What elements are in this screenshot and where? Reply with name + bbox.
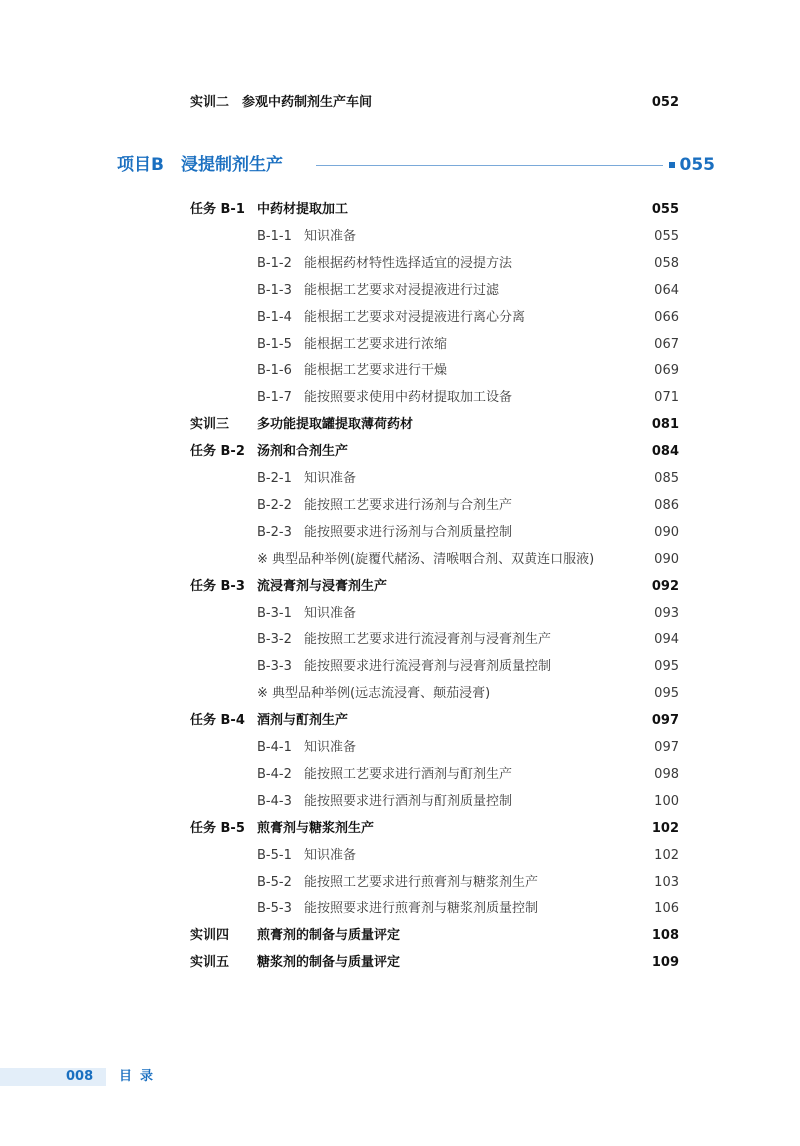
toc-entry-sub: [190, 603, 679, 625]
toc-entry-sub: [190, 387, 679, 409]
toc-entry-title: 流浸膏剂与浸膏剂生产: [257, 578, 388, 594]
toc-entry-sub: [190, 629, 679, 651]
toc-entry-title: 能根据工艺要求对浸提液进行离心分离: [304, 309, 526, 325]
toc-entry-page: 098: [654, 766, 679, 782]
toc-entry-title: ※ 典型品种举例(远志流浸膏、颠茄浸膏): [257, 686, 491, 702]
toc-entry-page: 102: [654, 847, 679, 863]
toc-entry-code: B-1-7: [257, 390, 292, 406]
toc-entry-sub: [190, 307, 679, 329]
toc-entry-title: 能根据工艺要求进行浓缩: [304, 336, 448, 352]
toc-entry-title: 能按照要求使用中药材提取加工设备: [304, 390, 513, 406]
toc-entry-page: 097: [654, 740, 679, 755]
toc-entry-title: 能按照要求进行汤剂与合剂质量控制: [304, 524, 513, 540]
toc-entry-sub: [190, 872, 679, 894]
toc-entry-top: [190, 92, 679, 114]
toc-entry-code: B-1-3: [257, 282, 292, 298]
toc-entry-sub: [190, 764, 679, 786]
toc-entry-code: B-2-3: [257, 524, 292, 540]
toc-entry-sub: [190, 253, 679, 275]
toc-entry-title: 能按照要求进行酒剂与酊剂质量控制: [304, 793, 513, 809]
toc-entry-main: [190, 925, 679, 947]
toc-entry-code: 任务 B-1: [190, 202, 245, 217]
toc-entry-page: 097: [651, 713, 679, 729]
toc-entry-title: 知识准备: [304, 847, 357, 863]
toc-entry-code: 任务 B-3: [190, 578, 245, 594]
toc-entry-page: 095: [654, 686, 679, 702]
toc-entry-title: ※ 典型品种举例(旋覆代赭汤、清喉咽合剂、双黄连口服液): [257, 551, 595, 567]
toc-entry-page: 085: [654, 471, 679, 486]
toc-entry-sub: [190, 495, 679, 517]
toc-entry-code: B-5-3: [257, 901, 292, 917]
toc-entry-page: 090: [654, 551, 679, 567]
toc-entry-main: [190, 414, 679, 436]
toc-entry-sub: [190, 334, 679, 356]
toc-entry-title: 能按照工艺要求进行流浸膏剂与浸膏剂生产: [304, 632, 552, 648]
toc-entry-title: 能按照工艺要求进行酒剂与酊剂生产: [304, 766, 513, 782]
toc-entry-page: 052: [651, 95, 679, 110]
toc-entry-sub: [190, 468, 679, 490]
toc-entry-label: 实训二 参观中药制剂生产车间: [190, 95, 373, 110]
toc-entry-sub: [190, 898, 679, 920]
toc-entry-title: 多功能提取罐提取薄荷药材: [257, 417, 414, 433]
footer-title: 目录: [119, 1069, 162, 1084]
toc-entry-title: 能按照工艺要求进行汤剂与合剂生产: [304, 497, 513, 513]
toc-entry-main: [190, 441, 679, 463]
toc-entry-page: 095: [654, 659, 679, 675]
toc-entry-page: 055: [654, 228, 679, 244]
toc-entry-page: 058: [654, 255, 679, 271]
toc-entry-main: [190, 576, 679, 598]
toc-entry-code: 实训四: [190, 928, 230, 944]
toc-entry-title: 中药材提取加工: [257, 202, 349, 217]
toc-entry-title: 煎膏剂的制备与质量评定: [257, 928, 401, 944]
toc-entry-code: B-5-2: [257, 874, 292, 890]
toc-entry-sub: [190, 360, 679, 382]
toc-entry-main: [190, 952, 679, 974]
toc-entry-page: 071: [654, 390, 679, 406]
toc-entry-code: 实训三: [190, 417, 230, 433]
footer-page-number: 008: [66, 1069, 94, 1084]
toc-entry-title: 知识准备: [304, 605, 357, 621]
toc-entry-title: 能按照工艺要求进行煎膏剂与糖浆剂生产: [304, 874, 539, 890]
toc-entry-page: 081: [651, 417, 679, 433]
toc-entry-code: B-3-1: [257, 605, 292, 621]
toc-entry-main: [190, 199, 679, 221]
toc-entry-title: 能根据工艺要求对浸提液进行过滤: [304, 282, 500, 298]
toc-entry-sub: [190, 549, 679, 571]
toc-entry-page: 067: [654, 336, 679, 352]
toc-entry-sub: [190, 656, 679, 678]
toc-entry-sub: [190, 683, 679, 705]
toc-entry-code: B-2-1: [257, 471, 292, 486]
toc-entry-sub: [190, 791, 679, 813]
toc-entry-page: 092: [651, 578, 679, 594]
toc-entry-page: 093: [654, 605, 679, 621]
toc-entry-main: [190, 818, 679, 840]
toc-entry-page: 090: [654, 524, 679, 540]
toc-entry-code: B-1-2: [257, 255, 292, 271]
toc-entry-page: 084: [651, 444, 679, 460]
toc-entry-page: 069: [654, 363, 679, 379]
section-page: 055: [679, 155, 715, 175]
toc-entry-page: 106: [654, 901, 679, 917]
toc-entry-title: 知识准备: [304, 471, 357, 486]
toc-entry-code: B-1-1: [257, 228, 292, 244]
toc-entry-code: B-3-2: [257, 632, 292, 648]
toc-entry-page: 064: [654, 282, 679, 298]
section-header: [117, 150, 715, 180]
toc-entry-title: 能按照要求进行流浸膏剂与浸膏剂质量控制: [304, 659, 552, 675]
toc-entry-sub: [190, 280, 679, 302]
toc-entry-code: B-1-6: [257, 363, 292, 379]
section-rule: [316, 165, 663, 166]
toc-entry-code: 任务 B-5: [190, 820, 245, 836]
toc-entry-code: 任务 B-4: [190, 713, 245, 729]
toc-entry-title: 知识准备: [304, 228, 357, 244]
toc-entry-title: 汤剂和合剂生产: [257, 444, 349, 460]
toc-entry-title: 能按照要求进行煎膏剂与糖浆剂质量控制: [304, 901, 539, 917]
toc-entry-code: B-1-5: [257, 336, 292, 352]
toc-entry-code: B-4-2: [257, 766, 292, 782]
toc-entry-title: 能根据药材特性选择适宜的浸提方法: [304, 255, 513, 271]
toc-entry-page: 094: [654, 632, 679, 648]
toc-entry-code: B-1-4: [257, 309, 292, 325]
toc-entry-title: 知识准备: [304, 740, 357, 755]
section-title: 项目B 浸提制剂生产: [117, 155, 283, 175]
toc-entry-code: B-4-1: [257, 740, 292, 755]
toc-entry-page: 066: [654, 309, 679, 325]
toc-entry-page: 102: [651, 820, 679, 836]
toc-entry-sub: [190, 226, 679, 248]
toc-entry-code: B-5-1: [257, 847, 292, 863]
toc-entry-page: 109: [651, 955, 679, 971]
toc-entry-title: 酒剂与酊剂生产: [257, 713, 349, 729]
toc-entry-sub: [190, 522, 679, 544]
toc-entry-code: B-2-2: [257, 497, 292, 513]
toc-entry-code: 任务 B-2: [190, 444, 245, 460]
toc-entry-sub: [190, 845, 679, 867]
toc-entry-code: 实训五: [190, 955, 230, 971]
toc-entry-page: 100: [654, 793, 679, 809]
toc-entry-title: 能根据工艺要求进行干燥: [304, 363, 448, 379]
toc-entry-sub: [190, 737, 679, 759]
toc-entry-code: B-3-3: [257, 659, 292, 675]
toc-entry-title: 糖浆剂的制备与质量评定: [257, 955, 401, 971]
toc-entry-title: 煎膏剂与糖浆剂生产: [257, 820, 375, 836]
toc-entry-main: [190, 710, 679, 732]
section-dot: [669, 162, 675, 168]
toc-entry-page: 055: [651, 202, 679, 217]
toc-entry-code: B-4-3: [257, 793, 292, 809]
toc-entry-page: 103: [654, 874, 679, 890]
toc-entry-page: 086: [654, 497, 679, 513]
toc-entry-page: 108: [651, 928, 679, 944]
